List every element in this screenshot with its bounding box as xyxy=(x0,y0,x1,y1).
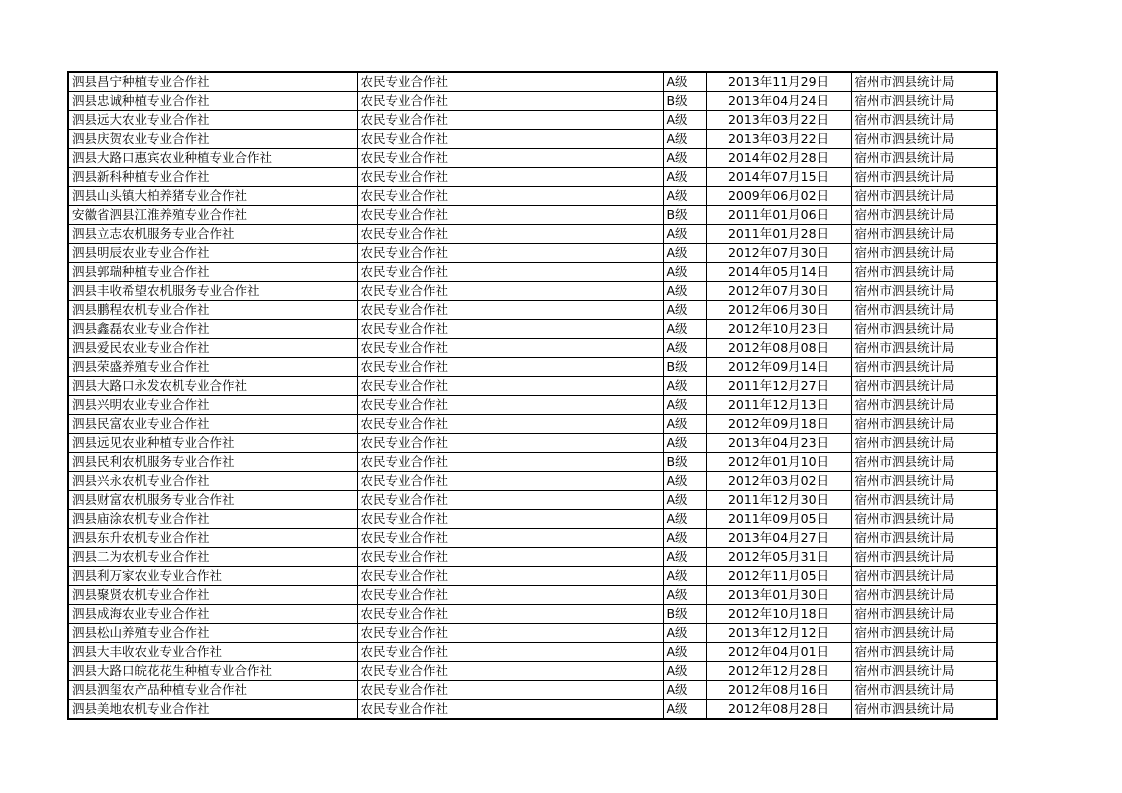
table-row xyxy=(68,282,997,301)
grade-cell: A级 xyxy=(663,263,706,282)
table-row xyxy=(68,472,997,491)
table-row xyxy=(68,206,997,225)
organization-type-cell: 农民专业合作社 xyxy=(357,529,663,548)
organization-type-cell: 农民专业合作社 xyxy=(357,567,663,586)
date-cell: 2012年09月18日 xyxy=(706,415,851,434)
authority-cell: 宿州市泗县统计局 xyxy=(851,149,997,168)
organization-type-cell: 农民专业合作社 xyxy=(357,624,663,643)
grade-cell: A级 xyxy=(663,225,706,244)
organization-type-cell: 农民专业合作社 xyxy=(357,396,663,415)
authority-cell: 宿州市泗县统计局 xyxy=(851,244,997,263)
organization-type-cell: 农民专业合作社 xyxy=(357,358,663,377)
grade-cell: B级 xyxy=(663,453,706,472)
date-cell: 2013年01月30日 xyxy=(706,586,851,605)
authority-cell: 宿州市泗县统计局 xyxy=(851,472,997,491)
cooperative-name-cell: 泗县庙涂农机专业合作社 xyxy=(68,510,357,529)
organization-type-cell: 农民专业合作社 xyxy=(357,92,663,111)
organization-type-cell: 农民专业合作社 xyxy=(357,130,663,149)
cooperative-name-cell: 泗县兴明农业专业合作社 xyxy=(68,396,357,415)
authority-cell: 宿州市泗县统计局 xyxy=(851,434,997,453)
grade-cell: A级 xyxy=(663,130,706,149)
table-row xyxy=(68,491,997,510)
table-row xyxy=(68,567,997,586)
cooperative-name-cell: 泗县远大农业专业合作社 xyxy=(68,111,357,130)
table-row xyxy=(68,681,997,700)
cooperative-name-cell: 泗县兴永农机专业合作社 xyxy=(68,472,357,491)
organization-type-cell: 农民专业合作社 xyxy=(357,491,663,510)
date-cell: 2014年02月28日 xyxy=(706,149,851,168)
authority-cell: 宿州市泗县统计局 xyxy=(851,130,997,149)
authority-cell: 宿州市泗县统计局 xyxy=(851,586,997,605)
date-cell: 2009年06月02日 xyxy=(706,187,851,206)
cooperative-name-cell: 泗县财富农机服务专业合作社 xyxy=(68,491,357,510)
table-row xyxy=(68,130,997,149)
organization-type-cell: 农民专业合作社 xyxy=(357,643,663,662)
authority-cell: 宿州市泗县统计局 xyxy=(851,339,997,358)
table-row xyxy=(68,662,997,681)
organization-type-cell: 农民专业合作社 xyxy=(357,301,663,320)
authority-cell: 宿州市泗县统计局 xyxy=(851,453,997,472)
cooperative-name-cell: 泗县昌宁种植专业合作社 xyxy=(68,72,357,92)
authority-cell: 宿州市泗县统计局 xyxy=(851,529,997,548)
authority-cell: 宿州市泗县统计局 xyxy=(851,396,997,415)
grade-cell: A级 xyxy=(663,472,706,491)
table-row xyxy=(68,320,997,339)
grade-cell: A级 xyxy=(663,301,706,320)
date-cell: 2012年07月30日 xyxy=(706,244,851,263)
cooperative-name-cell: 泗县郭瑞种植专业合作社 xyxy=(68,263,357,282)
authority-cell: 宿州市泗县统计局 xyxy=(851,92,997,111)
authority-cell: 宿州市泗县统计局 xyxy=(851,263,997,282)
cooperative-name-cell: 泗县丰收希望农机服务专业合作社 xyxy=(68,282,357,301)
date-cell: 2012年09月14日 xyxy=(706,358,851,377)
grade-cell: A级 xyxy=(663,72,706,92)
grade-cell: A级 xyxy=(663,168,706,187)
authority-cell: 宿州市泗县统计局 xyxy=(851,282,997,301)
grade-cell: A级 xyxy=(663,396,706,415)
grade-cell: B级 xyxy=(663,206,706,225)
table-row xyxy=(68,301,997,320)
authority-cell: 宿州市泗县统计局 xyxy=(851,624,997,643)
cooperative-name-cell: 安徽省泗县江淮养殖专业合作社 xyxy=(68,206,357,225)
grade-cell: A级 xyxy=(663,491,706,510)
grade-cell: B级 xyxy=(663,358,706,377)
organization-type-cell: 农民专业合作社 xyxy=(357,187,663,206)
cooperative-name-cell: 泗县泗玺农产品种植专业合作社 xyxy=(68,681,357,700)
authority-cell: 宿州市泗县统计局 xyxy=(851,301,997,320)
organization-type-cell: 农民专业合作社 xyxy=(357,263,663,282)
date-cell: 2013年04月27日 xyxy=(706,529,851,548)
date-cell: 2013年04月23日 xyxy=(706,434,851,453)
organization-type-cell: 农民专业合作社 xyxy=(357,586,663,605)
table-row xyxy=(68,510,997,529)
cooperative-name-cell: 泗县远见农业种植专业合作社 xyxy=(68,434,357,453)
table-row xyxy=(68,548,997,567)
table-row xyxy=(68,358,997,377)
cooperative-name-cell: 泗县山头镇大柏养猪专业合作社 xyxy=(68,187,357,206)
authority-cell: 宿州市泗县统计局 xyxy=(851,510,997,529)
grade-cell: A级 xyxy=(663,377,706,396)
cooperative-name-cell: 泗县大路口惠宾农业种植专业合作社 xyxy=(68,149,357,168)
organization-type-cell: 农民专业合作社 xyxy=(357,377,663,396)
authority-cell: 宿州市泗县统计局 xyxy=(851,225,997,244)
date-cell: 2012年12月28日 xyxy=(706,662,851,681)
table-row xyxy=(68,700,997,720)
authority-cell: 宿州市泗县统计局 xyxy=(851,168,997,187)
grade-cell: A级 xyxy=(663,624,706,643)
grade-cell: A级 xyxy=(663,434,706,453)
table-body xyxy=(68,72,997,719)
organization-type-cell: 农民专业合作社 xyxy=(357,206,663,225)
table-row xyxy=(68,586,997,605)
date-cell: 2013年11月29日 xyxy=(706,72,851,92)
date-cell: 2013年12月12日 xyxy=(706,624,851,643)
organization-type-cell: 农民专业合作社 xyxy=(357,453,663,472)
grade-cell: A级 xyxy=(663,681,706,700)
cooperative-name-cell: 泗县聚贤农机专业合作社 xyxy=(68,586,357,605)
cooperative-name-cell: 泗县鑫磊农业专业合作社 xyxy=(68,320,357,339)
date-cell: 2013年04月24日 xyxy=(706,92,851,111)
table-row xyxy=(68,377,997,396)
table-row xyxy=(68,453,997,472)
cooperative-name-cell: 泗县民利农机服务专业合作社 xyxy=(68,453,357,472)
date-cell: 2011年01月06日 xyxy=(706,206,851,225)
cooperative-name-cell: 泗县利万家农业专业合作社 xyxy=(68,567,357,586)
organization-type-cell: 农民专业合作社 xyxy=(357,320,663,339)
table-row xyxy=(68,225,997,244)
organization-type-cell: 农民专业合作社 xyxy=(357,662,663,681)
table-row xyxy=(68,263,997,282)
authority-cell: 宿州市泗县统计局 xyxy=(851,206,997,225)
grade-cell: A级 xyxy=(663,643,706,662)
authority-cell: 宿州市泗县统计局 xyxy=(851,681,997,700)
table-row xyxy=(68,111,997,130)
grade-cell: A级 xyxy=(663,567,706,586)
date-cell: 2013年03月22日 xyxy=(706,130,851,149)
cooperative-name-cell: 泗县大丰收农业专业合作社 xyxy=(68,643,357,662)
cooperative-name-cell: 泗县美地农机专业合作社 xyxy=(68,700,357,720)
grade-cell: A级 xyxy=(663,244,706,263)
table-row xyxy=(68,624,997,643)
grade-cell: A级 xyxy=(663,586,706,605)
date-cell: 2012年08月16日 xyxy=(706,681,851,700)
organization-type-cell: 农民专业合作社 xyxy=(357,72,663,92)
cooperative-name-cell: 泗县明辰农业专业合作社 xyxy=(68,244,357,263)
cooperative-table xyxy=(67,71,998,720)
date-cell: 2014年07月15日 xyxy=(706,168,851,187)
authority-cell: 宿州市泗县统计局 xyxy=(851,320,997,339)
date-cell: 2011年12月27日 xyxy=(706,377,851,396)
authority-cell: 宿州市泗县统计局 xyxy=(851,643,997,662)
table-row xyxy=(68,396,997,415)
cooperative-name-cell: 泗县庆贺农业专业合作社 xyxy=(68,130,357,149)
authority-cell: 宿州市泗县统计局 xyxy=(851,491,997,510)
grade-cell: A级 xyxy=(663,548,706,567)
organization-type-cell: 农民专业合作社 xyxy=(357,681,663,700)
cooperative-name-cell: 泗县荣盛养殖专业合作社 xyxy=(68,358,357,377)
cooperative-name-cell: 泗县大路口永发农机专业合作社 xyxy=(68,377,357,396)
grade-cell: A级 xyxy=(663,510,706,529)
organization-type-cell: 农民专业合作社 xyxy=(357,111,663,130)
organization-type-cell: 农民专业合作社 xyxy=(357,434,663,453)
date-cell: 2012年06月30日 xyxy=(706,301,851,320)
table-row xyxy=(68,643,997,662)
cooperative-name-cell: 泗县二为农机专业合作社 xyxy=(68,548,357,567)
organization-type-cell: 农民专业合作社 xyxy=(357,225,663,244)
table-row xyxy=(68,244,997,263)
date-cell: 2012年10月23日 xyxy=(706,320,851,339)
authority-cell: 宿州市泗县统计局 xyxy=(851,548,997,567)
date-cell: 2012年08月28日 xyxy=(706,700,851,720)
table-row xyxy=(68,168,997,187)
date-cell: 2011年01月28日 xyxy=(706,225,851,244)
date-cell: 2012年07月30日 xyxy=(706,282,851,301)
grade-cell: A级 xyxy=(663,282,706,301)
cooperative-name-cell: 泗县东升农机专业合作社 xyxy=(68,529,357,548)
authority-cell: 宿州市泗县统计局 xyxy=(851,358,997,377)
table-row xyxy=(68,339,997,358)
grade-cell: A级 xyxy=(663,339,706,358)
grade-cell: A级 xyxy=(663,700,706,720)
date-cell: 2012年01月10日 xyxy=(706,453,851,472)
organization-type-cell: 农民专业合作社 xyxy=(357,548,663,567)
table-row xyxy=(68,415,997,434)
table-row xyxy=(68,434,997,453)
cooperative-name-cell: 泗县新科种植专业合作社 xyxy=(68,168,357,187)
date-cell: 2012年03月02日 xyxy=(706,472,851,491)
grade-cell: B级 xyxy=(663,605,706,624)
organization-type-cell: 农民专业合作社 xyxy=(357,700,663,720)
cooperative-name-cell: 泗县松山养殖专业合作社 xyxy=(68,624,357,643)
organization-type-cell: 农民专业合作社 xyxy=(357,605,663,624)
organization-type-cell: 农民专业合作社 xyxy=(357,472,663,491)
cooperative-name-cell: 泗县民富农业专业合作社 xyxy=(68,415,357,434)
date-cell: 2012年11月05日 xyxy=(706,567,851,586)
authority-cell: 宿州市泗县统计局 xyxy=(851,377,997,396)
grade-cell: A级 xyxy=(663,529,706,548)
grade-cell: A级 xyxy=(663,415,706,434)
authority-cell: 宿州市泗县统计局 xyxy=(851,567,997,586)
table-row xyxy=(68,529,997,548)
organization-type-cell: 农民专业合作社 xyxy=(357,282,663,301)
table-row xyxy=(68,72,997,92)
date-cell: 2012年04月01日 xyxy=(706,643,851,662)
table-row xyxy=(68,92,997,111)
organization-type-cell: 农民专业合作社 xyxy=(357,244,663,263)
authority-cell: 宿州市泗县统计局 xyxy=(851,662,997,681)
cooperative-name-cell: 泗县成海农业专业合作社 xyxy=(68,605,357,624)
date-cell: 2012年10月18日 xyxy=(706,605,851,624)
date-cell: 2012年08月08日 xyxy=(706,339,851,358)
date-cell: 2013年03月22日 xyxy=(706,111,851,130)
date-cell: 2012年05月31日 xyxy=(706,548,851,567)
cooperative-name-cell: 泗县大路口皖花花生种植专业合作社 xyxy=(68,662,357,681)
date-cell: 2011年12月30日 xyxy=(706,491,851,510)
authority-cell: 宿州市泗县统计局 xyxy=(851,111,997,130)
cooperative-name-cell: 泗县忠诚种植专业合作社 xyxy=(68,92,357,111)
grade-cell: A级 xyxy=(663,149,706,168)
table-row xyxy=(68,149,997,168)
date-cell: 2011年12月13日 xyxy=(706,396,851,415)
authority-cell: 宿州市泗县统计局 xyxy=(851,187,997,206)
cooperative-name-cell: 泗县爱民农业专业合作社 xyxy=(68,339,357,358)
date-cell: 2011年09月05日 xyxy=(706,510,851,529)
organization-type-cell: 农民专业合作社 xyxy=(357,339,663,358)
grade-cell: B级 xyxy=(663,92,706,111)
grade-cell: A级 xyxy=(663,662,706,681)
cooperative-name-cell: 泗县鹏程农机专业合作社 xyxy=(68,301,357,320)
authority-cell: 宿州市泗县统计局 xyxy=(851,415,997,434)
organization-type-cell: 农民专业合作社 xyxy=(357,149,663,168)
organization-type-cell: 农民专业合作社 xyxy=(357,168,663,187)
grade-cell: A级 xyxy=(663,187,706,206)
organization-type-cell: 农民专业合作社 xyxy=(357,415,663,434)
authority-cell: 宿州市泗县统计局 xyxy=(851,72,997,92)
table-row xyxy=(68,187,997,206)
authority-cell: 宿州市泗县统计局 xyxy=(851,605,997,624)
authority-cell: 宿州市泗县统计局 xyxy=(851,700,997,720)
grade-cell: A级 xyxy=(663,320,706,339)
organization-type-cell: 农民专业合作社 xyxy=(357,510,663,529)
cooperative-name-cell: 泗县立志农机服务专业合作社 xyxy=(68,225,357,244)
date-cell: 2014年05月14日 xyxy=(706,263,851,282)
grade-cell: A级 xyxy=(663,111,706,130)
table-row xyxy=(68,605,997,624)
